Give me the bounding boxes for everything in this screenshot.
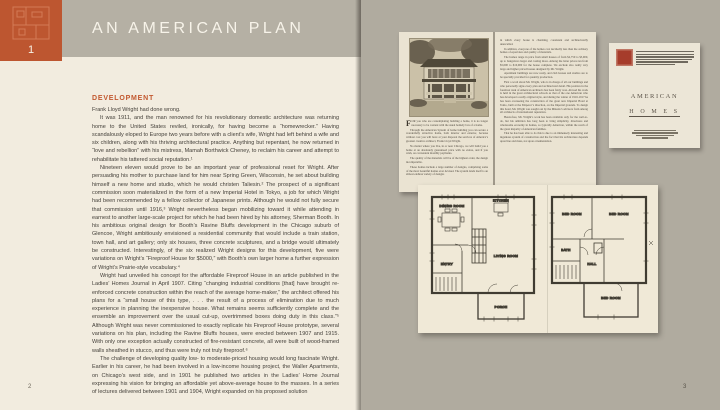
page-number-left: 2 [28, 384, 32, 390]
svg-text:BED ROOM: BED ROOM [601, 296, 621, 300]
brochure-paragraph: Heretofore, Mr. Wright’s work has been available only for the well-to-do, but his ambition has long been to bring simplicity, directness and wholesome economy in homes, so typically American, within the reach of the great majority of American families. [500, 115, 588, 131]
brochure-paragraph: in which every house is charming, consistent and architecturally unexcelled. [500, 38, 588, 46]
chapter-plan-icon [10, 5, 52, 41]
svg-text:LIVING ROOM: LIVING ROOM [493, 254, 519, 258]
svg-text:ENTRY: ENTRY [440, 262, 454, 266]
brochure-spread [399, 32, 596, 192]
svg-text:PORCH: PORCH [494, 305, 508, 309]
svg-text:KITCHEN: KITCHEN [492, 198, 510, 203]
card-red-seal-icon [616, 49, 633, 66]
paragraph: Nineteen eleven would prove to be an important year of professional reset for Wright. After persuading his mother to purchase land for him near Spring Green, Wisconsin, he set about building himself a new home and studio, which he would christen Taliesin.² The prospect of a significant commission soon materialized in the form of a new Imperial Hotel in Tokyo, a job for which Wright had been recommended by a fellow collector of Japanese prints. Although he would not fully secure that commission until 1916,³ Wright nevertheless began mobilizing toward it while attending in earnest to another large-scale project for which he had been hired by his attorney, Sherman Booth. In his ambitious original design for Booth’s Ravine Bluffs development in the Chicago suburb of Glencoe, Wright ambitiously envisioned a residential community that would include a train station, town hall, and art gallery; only six houses, three concrete sculptures, and a bridge would ultimately be constructed. Interestingly, of the six realized Wright designs for this development, five were variations on Wright’s “Fireproof House for $5000,” with Booth’s own larger home a further expression of Wright’s Prairie-style vocabulary.⁴ [92, 165, 340, 271]
brochure-paragraph: The quality of the materials will be of the highest order, the design incomparable. [406, 156, 488, 164]
american-homes-card [609, 43, 700, 148]
svg-text:BED ROOM: BED ROOM [609, 212, 629, 216]
drop-cap: F [406, 119, 411, 128]
brochure-paragraph: Apartment buildings are now ready, and club houses and studios are to be specially provided for quantity production. [500, 71, 588, 80]
page-number-right: 3 [683, 384, 687, 390]
chapter-number-box [0, 0, 62, 61]
brochure-paragraph: First a word about Mr. Wright, who is in charge of all our buildings and who personally signs every plan and architectural detail. His position in the foremost rank of American architects has been fairly won. Abroad his work is held in the great architectural schools as that of the one American who has developed a really original style, and during the winter of 1916-1917 he has been overseeing the construction of the great new Imperial Hotel at Tokio, built at the Emperor’s direction, on the Imperial grounds. To design this hotel, Mr. Wright was sought out by the Mikado’s advisors from among all architects of international reputation. [500, 79, 588, 115]
svg-text:DINING ROOM: DINING ROOM [439, 204, 465, 208]
section-heading: DEVELOPMENT [92, 95, 155, 102]
brochure-paragraph: Through the American System of home building you can secure a wonderfully attractive home, both interior and exterior, because without cost you will have at your disposal the services of America’s greatest creative architect, Frank Lloyd Wright. [406, 127, 488, 143]
svg-text:BED ROOM: BED ROOM [562, 212, 582, 216]
brochure-paragraph: In addition, everyone of the homes cost decidedly less than the ordinary homes of equal size and quality of materials. [500, 46, 588, 55]
second-floor-plan [550, 195, 654, 320]
svg-text:BATH: BATH [561, 248, 571, 252]
card-title: H O M E S [629, 109, 680, 115]
floor-plan-drawings [418, 185, 658, 333]
first-floor-plan [430, 195, 537, 322]
sheet-crease [547, 185, 548, 333]
card-footer-fine-print [632, 130, 678, 140]
card-titles [609, 93, 700, 118]
paragraph: Frank Lloyd Wright had done wrong. [92, 107, 181, 113]
brochure-paragraph: These homes include a large number of designs, comprising some of the most beautiful homes ever devised. The system lends itself to an almost endless variety of designs [406, 164, 488, 177]
card-header-fine-print [636, 51, 694, 66]
page-title: AN AMERICAN PLAN [92, 19, 305, 37]
brochure-paragraph: FOR you who are contemplating building a home, it is no longer necessary to be content with the usual homely box of a home. [406, 119, 488, 128]
brochure-fold-line [493, 32, 495, 192]
brochure-right-text [500, 39, 588, 145]
house-photo [410, 39, 488, 116]
paragraph: It was 1911, and the man renowned for his revolutionary domestic architecture was returning home to the United States reviled, ironically, for having become a “homewrecker.” Having scandalously eloped to Europe two years before with a client’s wife, Wright had left behind a wife and six children, along with his thriving architectural practice. Anything but repentant, he now returned in “love and rebellion” with his mistress, Mamah Borthwick Cheney, to reclaim his career and attempt to rehabilitate his tattered social reputation.¹ [92, 115, 339, 163]
paragraph: The challenge of developing quality low- to moderate-priced housing would long fascinate Wright. Earlier in his career, he had been involved in a low-income housing project, the Waller Apartments, on Chicago’s west side, and in 1901 he published two articles in the Ladies’ Home Journal expressing his vision for bringing an affordable yet above-average house to the masses. In a series of lectures delivered between 1901 and 1904, Wright expanded on his proposed solution [92, 355, 339, 396]
brochure-paragraph: The homes range in price from small houses of from $2,750 to $5,000, up to bungalows larger and costing more. Among the latter prices run from $5,000 to $10,000 for the house complete. We exclude also really very large and higher priced houses designed by Mr. Wright. [500, 55, 588, 71]
body-text [92, 95, 339, 396]
chapter-number: 1 [27, 44, 35, 56]
svg-text:HALL: HALL [587, 262, 597, 266]
paragraph: Wright had unveiled his concept for the affordable Fireproof House in an article published in the Ladies’ Homes Journal in April 1907. Citing “changing industrial conditions [that] have brought re-enforced concrete construction within the reach of the average home-maker,” the architect offered his plans for a “small house of this type, . . . the result of a process of elimination due to much experience in planning the inexpensive house. What remains seems sufficiently complete and the ensemble an improvement over the usual cut-up, overtrimmed boxes doing duty in this class.”⁵ Although Wright was never commissioned to exactly replicate his Fireproof House prototype, several variations on his plan, including the Ravine Bluffs houses, were erected between 1907 and 1915. With only one exception actually constructed of fire-resistant concrete, all were built of wood-framed walls sheathed in stucco, and thus were truly not truly fireproof.⁶ [92, 272, 339, 354]
brochure-paragraph: That he has been able to do this is due to an immensely interesting and ingenious system of construction and the fact that his architecture depends upon line and mass, not upon ornamentation. [500, 131, 588, 143]
brochure-paragraph: No matter where you live, in or near Chicago, we will build you a home at an absolutely guaranteed price with no extras, and if you wish, on convenient monthly payments. [406, 143, 488, 156]
brochure-left-text [406, 120, 488, 178]
right-page [361, 0, 720, 410]
floor-plans-sheet [418, 185, 658, 333]
card-masthead: AMERICAN [630, 93, 679, 100]
